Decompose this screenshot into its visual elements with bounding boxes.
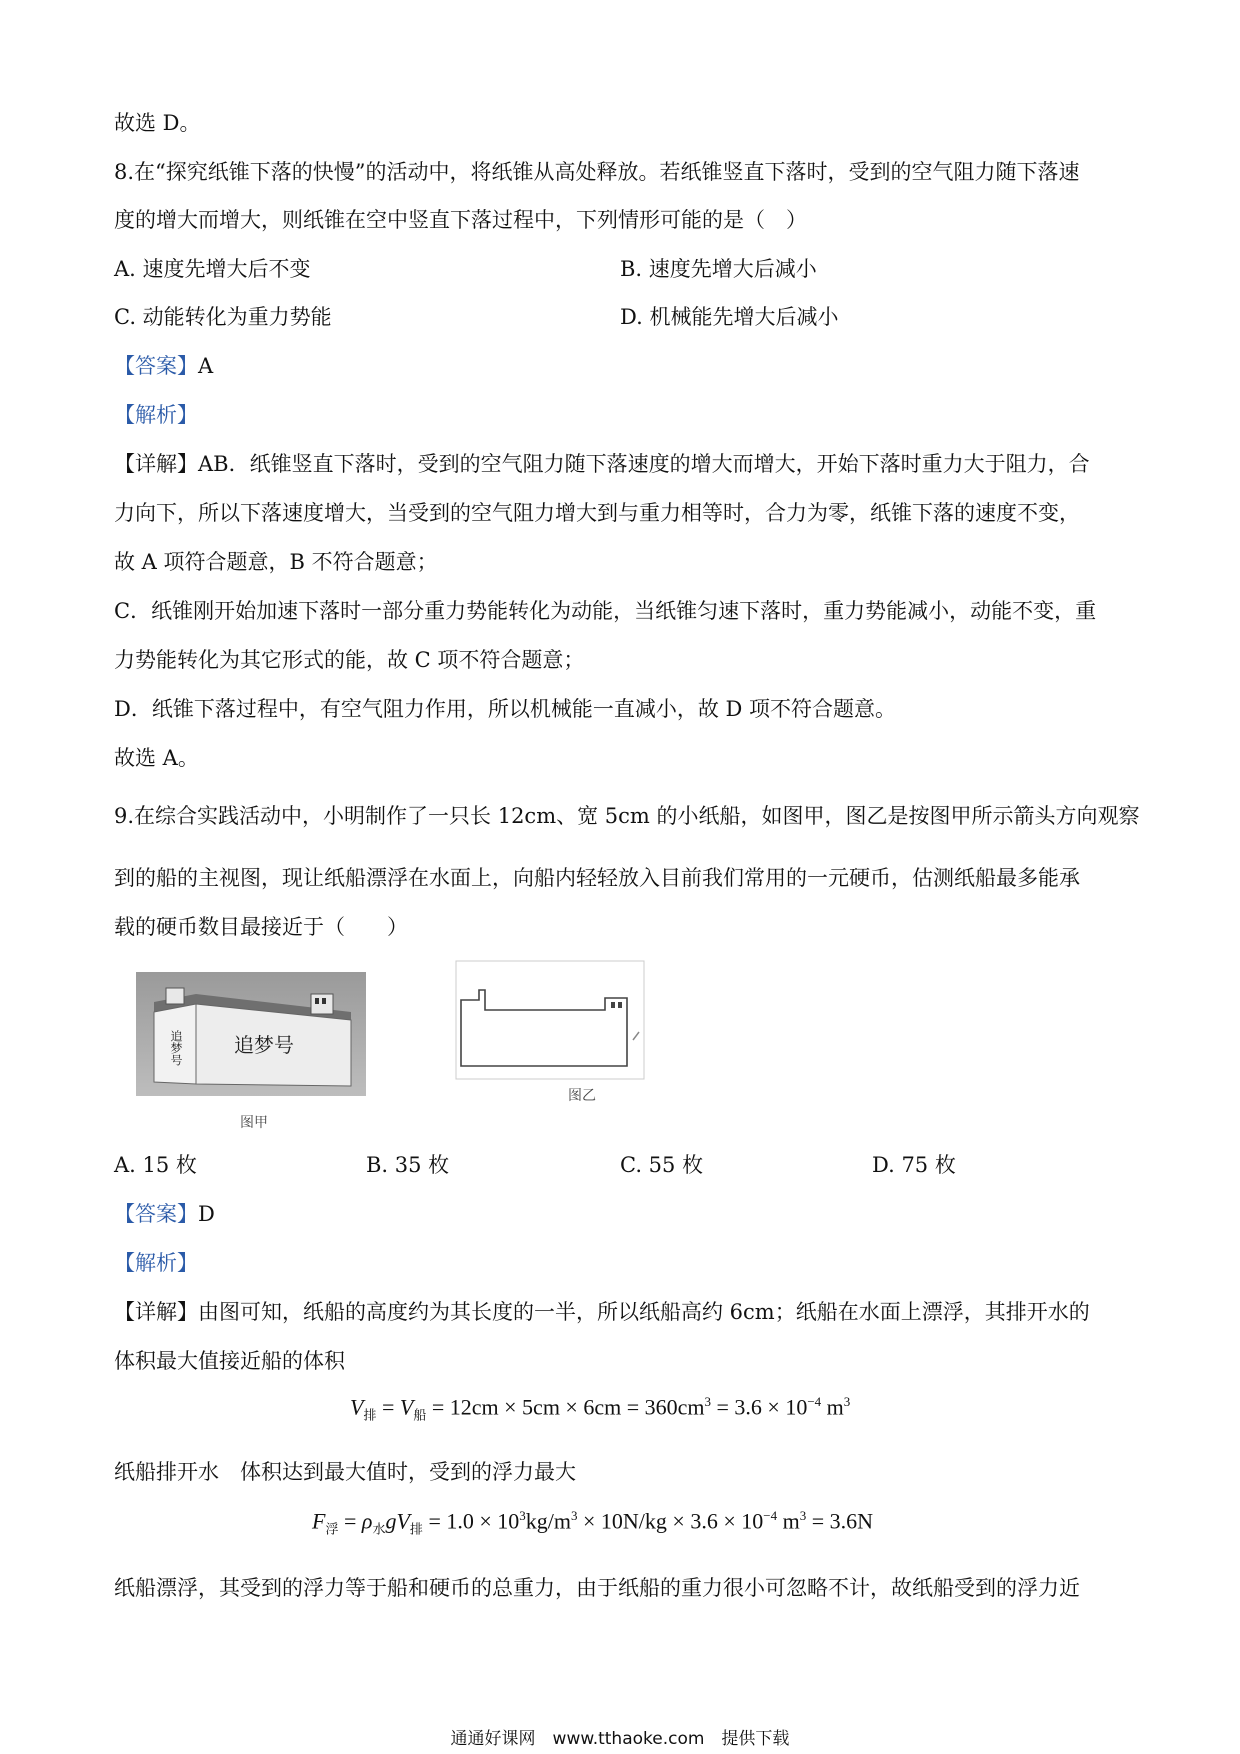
q8-answer-row xyxy=(114,350,213,380)
q9-option-c: C. 55 枚 xyxy=(620,1153,704,1177)
formula-volume: $V_排 = V_船 = 12cm \times 5cm \times 6cm = 360cm^3 = 3.6 \times 10^{-4}$ $m^3$ xyxy=(350,1394,851,1423)
figure-a-label-front: 追梦号 xyxy=(169,1030,183,1066)
q9-detail-text1: 由图可知，纸船的高度约为其长度的一半，所以纸船高约 6cm；纸船在水面上漂浮，其排开水的 xyxy=(198,1300,1090,1324)
analysis-tag: 【解析】 xyxy=(114,403,198,427)
q8-option-a: A. 速度先增大后不变 xyxy=(114,257,311,281)
q8-answer: A xyxy=(198,354,214,378)
q8-option-d: D. 机械能先增大后减小 xyxy=(620,305,839,329)
q8-detail-line5: 力势能转化为其它形式的能，故 C 项不符合题意； xyxy=(114,648,585,672)
detail-tag: 【详解】 xyxy=(114,452,198,476)
q9-line-after-formula1: 纸船排开水 体积达到最大值时，受到的浮力最大 xyxy=(114,1460,576,1484)
q8-conclusion: 故选 A。 xyxy=(114,746,199,770)
q9-answer: D xyxy=(198,1202,215,1226)
q9-option-a: A. 15 枚 xyxy=(114,1153,197,1177)
q8-analysis-row xyxy=(114,399,198,429)
q9-option-d: D. 75 枚 xyxy=(872,1153,956,1177)
figure-b-caption: 图乙 xyxy=(568,1088,596,1104)
q8-detail-line1 xyxy=(114,448,1090,478)
q9-stem-line2: 到的船的主视图，现让纸船漂浮在水面上，向船内轻轻放入目前我们常用的一元硬币，估测纸船最多能承 xyxy=(114,866,1080,890)
q8-option-b: B. 速度先增大后减小 xyxy=(620,257,817,281)
q8-detail-line3: 故 A 项符合题意，B 不符合题意； xyxy=(114,550,438,574)
detail-tag: 【详解】 xyxy=(114,1300,198,1324)
q8-stem-line1: 8.在“探究纸锥下落的快慢”的活动中，将纸锥从高处释放。若纸锥竖直下落时，受到的空气阻力随下落速 xyxy=(114,160,1080,184)
q9-option-b: B. 35 枚 xyxy=(366,1153,450,1177)
figure-a-photo xyxy=(136,972,366,1096)
page-footer[interactable]: 通通好课网 www.tthaoke.com 提供下载 xyxy=(450,1729,790,1749)
analysis-tag: 【解析】 xyxy=(114,1251,198,1275)
answer-tag: 【答案】 xyxy=(114,354,198,378)
q9-detail-line2: 体积最大值接近船的体积 xyxy=(114,1349,345,1373)
figure-b-diagram xyxy=(455,960,645,1080)
q9-line-after-formula2: 纸船漂浮，其受到的浮力等于船和硬币的总重力，由于纸船的重力很小可忽略不计，故纸船受到的浮力近 xyxy=(114,1576,1080,1600)
q8-detail-text1: AB．纸锥竖直下落时，受到的空气阻力随下落速度的增大而增大，开始下落时重力大于阻力，合 xyxy=(198,452,1090,476)
figure-a-caption: 图甲 xyxy=(240,1115,268,1131)
q9-answer-row xyxy=(114,1198,215,1228)
q8-stem-line2: 度的增大而增大，则纸锥在空中竖直下落过程中，下列情形可能的是（ ） xyxy=(114,208,807,232)
q8-option-c: C. 动能转化为重力势能 xyxy=(114,305,332,329)
prev-conclusion: 故选 D。 xyxy=(114,111,201,135)
q8-detail-line6: D．纸锥下落过程中，有空气阻力作用，所以机械能一直减小，故 D 项不符合题意。 xyxy=(114,697,897,721)
q9-stem-line1: 9.在综合实践活动中，小明制作了一只长 12cm、宽 5cm 的小纸船，如图甲，图乙是按图甲所示箭头方向观察 xyxy=(114,804,1140,828)
q9-stem-line3: 载的硬币数目最接近于（ ） xyxy=(114,915,408,939)
formula-buoyancy: $F_浮 = \rho_水gV_排 = 1.0 \times 10^3kg/m^3 \times 10N/kg \times 3.6 \times 10^{-4}$ $m^3 = 3.6N$ xyxy=(312,1508,873,1537)
figure-a-label: 追梦号 xyxy=(234,1033,294,1057)
q8-detail-line4: C．纸锥刚开始加速下落时一部分重力势能转化为动能，当纸锥匀速下落时，重力势能减小，动能不变，重 xyxy=(114,599,1097,623)
answer-tag: 【答案】 xyxy=(114,1202,198,1226)
q9-detail-line1 xyxy=(114,1296,1090,1326)
q9-analysis-row xyxy=(114,1247,198,1277)
q8-detail-line2: 力向下，所以下落速度增大，当受到的空气阻力增大到与重力相等时，合力为零，纸锥下落的速度不变， xyxy=(114,501,1080,525)
